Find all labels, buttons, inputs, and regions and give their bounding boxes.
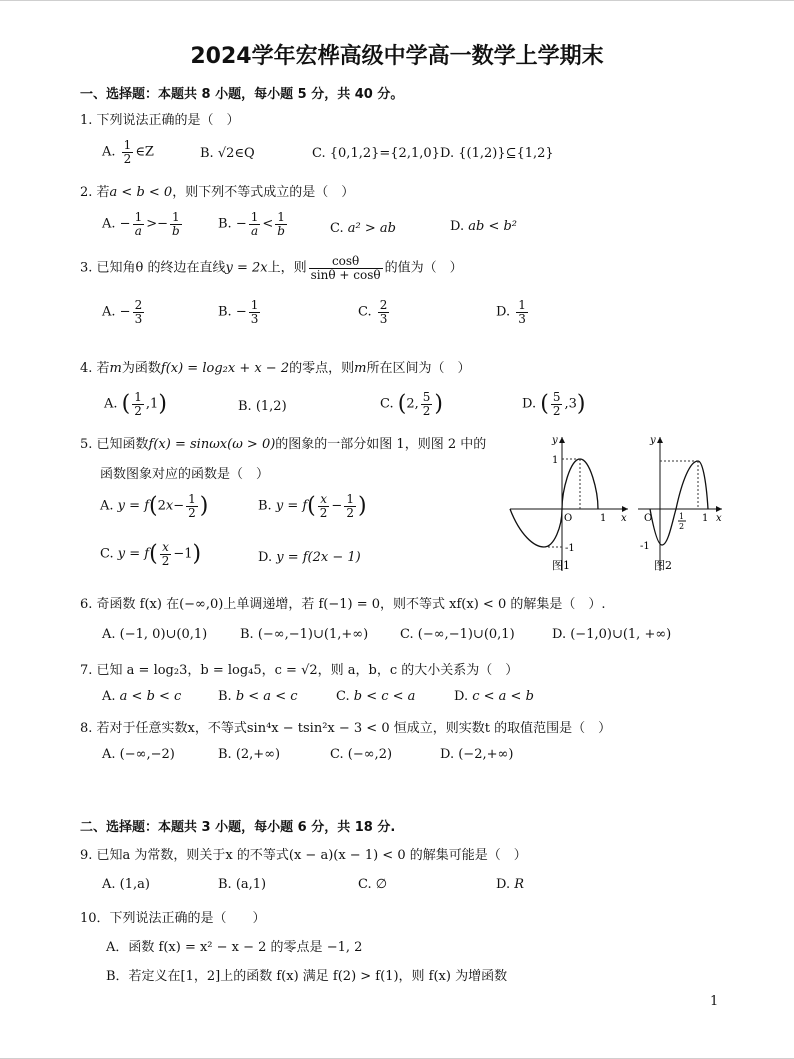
q10-option-a[interactable]: A．函数 f(x) = x² − x − 2 的零点是 −1, 2 bbox=[106, 940, 363, 955]
svg-text:-1: -1 bbox=[640, 541, 650, 552]
q5-option-c[interactable]: C. y = f( $\frac{x}{2}$ −1) bbox=[100, 540, 202, 568]
q9-option-d[interactable]: D. R bbox=[496, 877, 525, 892]
question-8-stem: 8. 若对于任意实数x，不等式sin⁴x − tsin²x − 3 < 0 恒成立，则实数t 的取值范围是（ ） bbox=[80, 721, 612, 736]
svg-text:O: O bbox=[644, 513, 653, 524]
figure-1-sine-graph bbox=[508, 431, 632, 576]
q7-option-d[interactable]: D. c < a < b bbox=[454, 689, 534, 704]
q3-option-c[interactable]: C. $\frac{2}{3}$ bbox=[358, 298, 388, 326]
q3-option-b[interactable]: B. − $\frac{1}{3}$ bbox=[218, 298, 259, 326]
svg-text:x: x bbox=[716, 513, 722, 524]
svg-text:O: O bbox=[564, 513, 573, 524]
q4-option-b[interactable]: B. (1,2) bbox=[238, 399, 287, 414]
q8-option-c[interactable]: C. (−∞,2) bbox=[330, 747, 393, 762]
question-1-stem: 1. 下列说法正确的是（ ） bbox=[80, 113, 240, 128]
page-number: 1 bbox=[710, 994, 719, 1009]
q1-option-a[interactable]: A. $\frac{1}{2}$ ∈Z bbox=[102, 138, 154, 166]
q9-option-c[interactable]: C. ∅ bbox=[358, 877, 388, 892]
q3-option-d[interactable]: D. $\frac{1}{3}$ bbox=[496, 298, 526, 326]
q10-option-b[interactable]: B．若定义在[1，2]上的函数 f(x) 满足 f(2) > f(1)，则 f(x) 为增函数 bbox=[106, 969, 508, 984]
svg-text:1: 1 bbox=[679, 512, 685, 521]
q1-option-c[interactable]: C. {0,1,2}={2,1,0} bbox=[312, 146, 440, 161]
q2-option-a[interactable]: A. − $\frac{1}{a}$ >− $\frac{1}{b}$ bbox=[102, 210, 180, 238]
svg-text:-1: -1 bbox=[565, 543, 575, 554]
section-2-heading: 二、选择题：本题共 3 小题，每小题 6 分，共 18 分. bbox=[80, 820, 396, 835]
svg-text:1: 1 bbox=[552, 455, 559, 466]
svg-text:y: y bbox=[650, 435, 656, 446]
svg-text:2: 2 bbox=[679, 522, 685, 531]
svg-text:x: x bbox=[621, 513, 627, 524]
question-10-stem: 10．下列说法正确的是（ ） bbox=[80, 911, 266, 926]
q3-option-a[interactable]: A. − $\frac{2}{3}$ bbox=[102, 298, 143, 326]
q9-option-b[interactable]: B. (a,1) bbox=[218, 877, 267, 892]
question-6-stem: 6. 奇函数 f(x) 在(−∞,0)上单调递增，若 f(−1) = 0，则不等式 xf(x) < 0 的解集是（ ）. bbox=[80, 597, 606, 612]
q8-option-a[interactable]: A. (−∞,−2) bbox=[102, 747, 175, 762]
q7-option-b[interactable]: B. b < a < c bbox=[218, 689, 298, 704]
figure-2-sine-graph bbox=[636, 431, 726, 576]
q6-option-d[interactable]: D. (−1,0)∪(1, +∞) bbox=[552, 627, 672, 642]
svg-text:y: y bbox=[552, 435, 558, 446]
q4-option-d[interactable]: D. ( $\frac{5}{2}$ ,3) bbox=[522, 390, 586, 418]
q6-option-c[interactable]: C. (−∞,−1)∪(0,1) bbox=[400, 627, 515, 642]
q6-option-b[interactable]: B. (−∞,−1)∪(1,+∞) bbox=[240, 627, 369, 642]
q7-option-c[interactable]: C. b < c < a bbox=[336, 689, 416, 704]
q2-option-c[interactable]: C. a² > ab bbox=[330, 221, 396, 236]
q1-option-b[interactable]: B. √2∈Q bbox=[200, 146, 255, 161]
section-1-heading: 一、选择题：本题共 8 小题，每小题 5 分，共 40 分。 bbox=[80, 87, 404, 102]
q4-option-a[interactable]: A. ( $\frac{1}{2}$ ,1) bbox=[104, 390, 167, 418]
q7-option-a[interactable]: A. a < b < c bbox=[102, 689, 182, 704]
question-4-stem: 4. 若m为函数f(x) = log₂x + x − 2的零点，则m所在区间为（ ） bbox=[80, 361, 471, 376]
figure-2-caption: 图2 bbox=[654, 559, 672, 572]
svg-text:1: 1 bbox=[702, 513, 709, 524]
figure-1-caption: 图1 bbox=[552, 559, 570, 572]
q6-option-a[interactable]: A. (−1, 0)∪(0,1) bbox=[102, 627, 208, 642]
question-5-stem-line1: 5. 已知函数f(x) = sinωx(ω > 0)的图象的一部分如图 1，则图 2 中的 bbox=[80, 437, 487, 452]
page-title: 2024学年宏桦高级中学高一数学上学期末 bbox=[190, 44, 604, 69]
q5-option-b[interactable]: B. y = f( $\frac{x}{2}$ − $\frac{1}{2}$ ) bbox=[258, 492, 367, 520]
question-7-stem: 7. 已知 a = log₂3，b = log₄5，c = √2，则 a，b，c 的大小关系为（ ） bbox=[80, 663, 519, 678]
q9-option-a[interactable]: A. (1,a) bbox=[102, 877, 150, 892]
question-2-stem: 2. 若a < b < 0，则下列不等式成立的是（ ） bbox=[80, 185, 355, 200]
question-3-stem: 3. 已知角θ 的终边在直线y = 2x上，则 $\frac{\cos\theta}{\sin\theta + \cos\theta}$ 的值为（ ） bbox=[80, 254, 463, 282]
q8-option-d[interactable]: D. (−2,+∞) bbox=[440, 747, 514, 762]
q2-option-d[interactable]: D. ab < b² bbox=[450, 219, 517, 234]
q5-option-d[interactable]: D. y = f(2x − 1) bbox=[258, 550, 361, 565]
q2-option-b[interactable]: B. − $\frac{1}{a}$ < $\frac{1}{b}$ bbox=[218, 210, 285, 238]
q8-option-b[interactable]: B. (2,+∞) bbox=[218, 747, 281, 762]
question-9-stem: 9. 已知a 为常数，则关于x 的不等式(x − a)(x − 1) < 0 的解集可能是（ ） bbox=[80, 848, 527, 863]
q5-option-a[interactable]: A. y = f(2x− $\frac{1}{2}$ ) bbox=[100, 492, 209, 520]
svg-text:1: 1 bbox=[600, 513, 607, 524]
question-5-stem-line2: 函数图象对应的函数是（ ） bbox=[100, 467, 270, 482]
q1-option-d[interactable]: D. {(1,2)}⊆{1,2} bbox=[440, 146, 554, 161]
q4-option-c[interactable]: C. (2, $\frac{5}{2}$ ) bbox=[380, 390, 443, 418]
